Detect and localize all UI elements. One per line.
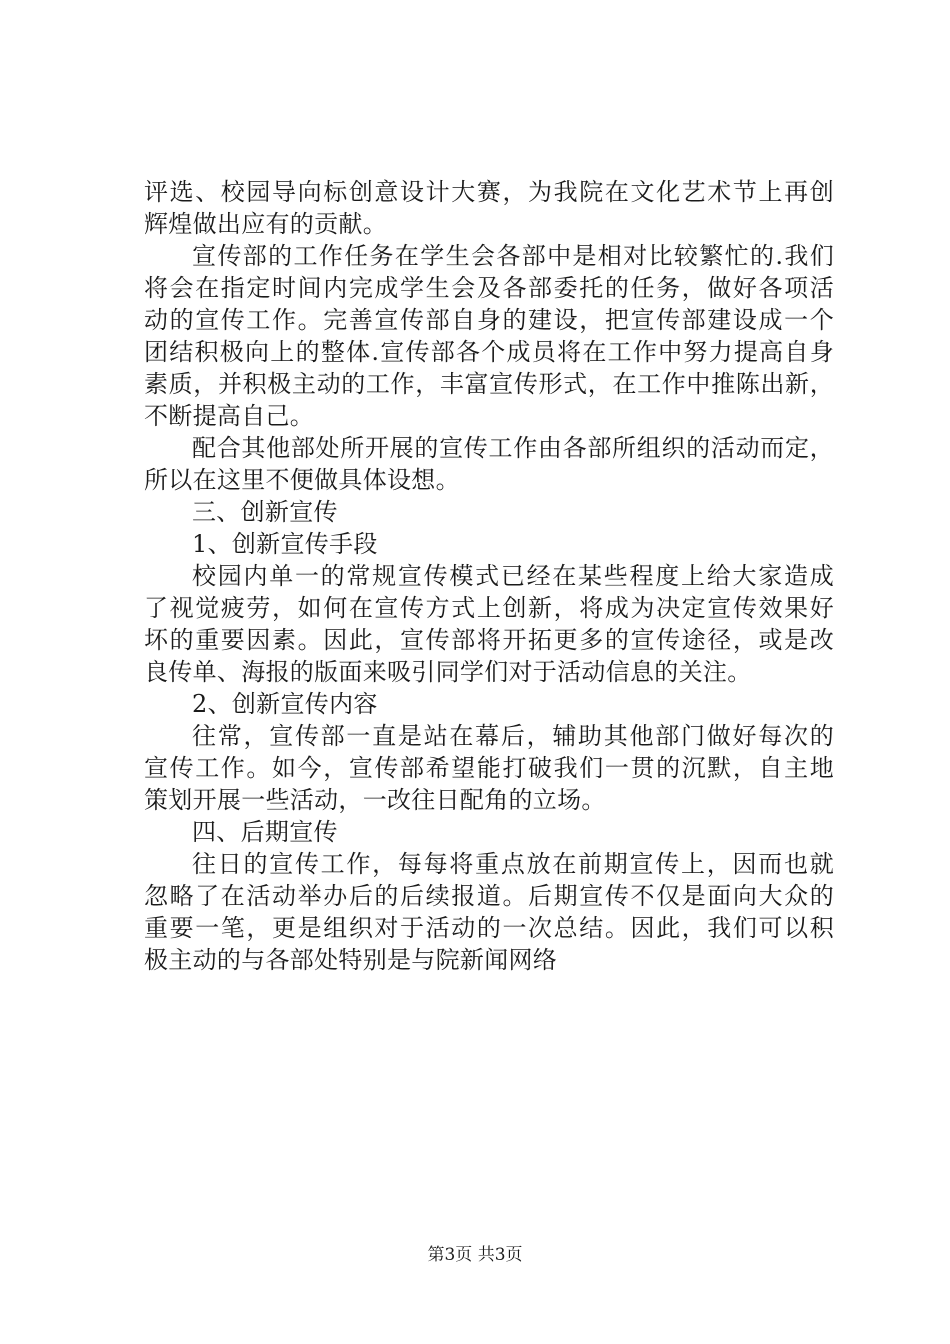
- document-line: 校园内单一的常规宣传模式已经在某些程度上给大家造成: [192, 562, 834, 590]
- document-line: 1、创新宣传手段: [192, 530, 378, 558]
- document-line: 坏的重要因素。因此，宣传部将开拓更多的宣传途径，或是改: [144, 626, 834, 654]
- document-line: 策划开展一些活动，一改往日配角的立场。: [144, 786, 606, 814]
- document-line: 宣传部的工作任务在学生会各部中是相对比较繁忙的.我们: [192, 242, 834, 270]
- document-line: 配合其他部处所开展的宣传工作由各部所组织的活动而定，: [192, 434, 834, 462]
- document-line: 团结积极向上的整体.宣传部各个成员将在工作中努力提高自身: [144, 338, 834, 366]
- document-line: 将会在指定时间内完成学生会及各部委托的任务，做好各项活: [144, 274, 834, 302]
- document-line: 重要一笔，更是组织对于活动的一次总结。因此，我们可以积: [144, 914, 834, 942]
- document-line: 良传单、海报的版面来吸引同学们对于活动信息的关注。: [144, 658, 752, 686]
- document-line: 2、创新宣传内容: [192, 690, 378, 718]
- page-number-footer: 第3页 共3页: [427, 1245, 523, 1265]
- document-line: 所以在这里不便做具体设想。: [144, 466, 460, 494]
- document-line: 往常，宣传部一直是站在幕后，辅助其他部门做好每次的: [192, 722, 834, 750]
- document-line: 极主动的与各部处特别是与院新闻网络: [144, 946, 558, 974]
- document-line: 素质，并积极主动的工作，丰富宣传形式，在工作中推陈出新，: [144, 370, 834, 398]
- document-line: 四、后期宣传: [192, 818, 338, 846]
- document-line: 忽略了在活动举办后的后续报道。后期宣传不仅是面向大众的: [144, 882, 834, 910]
- document-line: 宣传工作。如今，宣传部希望能打破我们一贯的沉默，自主地: [144, 754, 834, 782]
- document-body: [144, 176, 834, 976]
- document-line: 辉煌做出应有的贡献。: [144, 210, 387, 238]
- document-line: 三、创新宣传: [192, 498, 338, 526]
- document-line: 动的宣传工作。完善宣传部自身的建设，把宣传部建设成一个: [144, 306, 834, 334]
- document-line: 评选、校园导向标创意设计大赛，为我院在文化艺术节上再创: [144, 178, 834, 206]
- document-line: 了视觉疲劳，如何在宣传方式上创新，将成为决定宣传效果好: [144, 594, 834, 622]
- document-line: 不断提高自己。: [144, 402, 315, 430]
- document-line: 往日的宣传工作，每每将重点放在前期宣传上，因而也就: [192, 850, 834, 878]
